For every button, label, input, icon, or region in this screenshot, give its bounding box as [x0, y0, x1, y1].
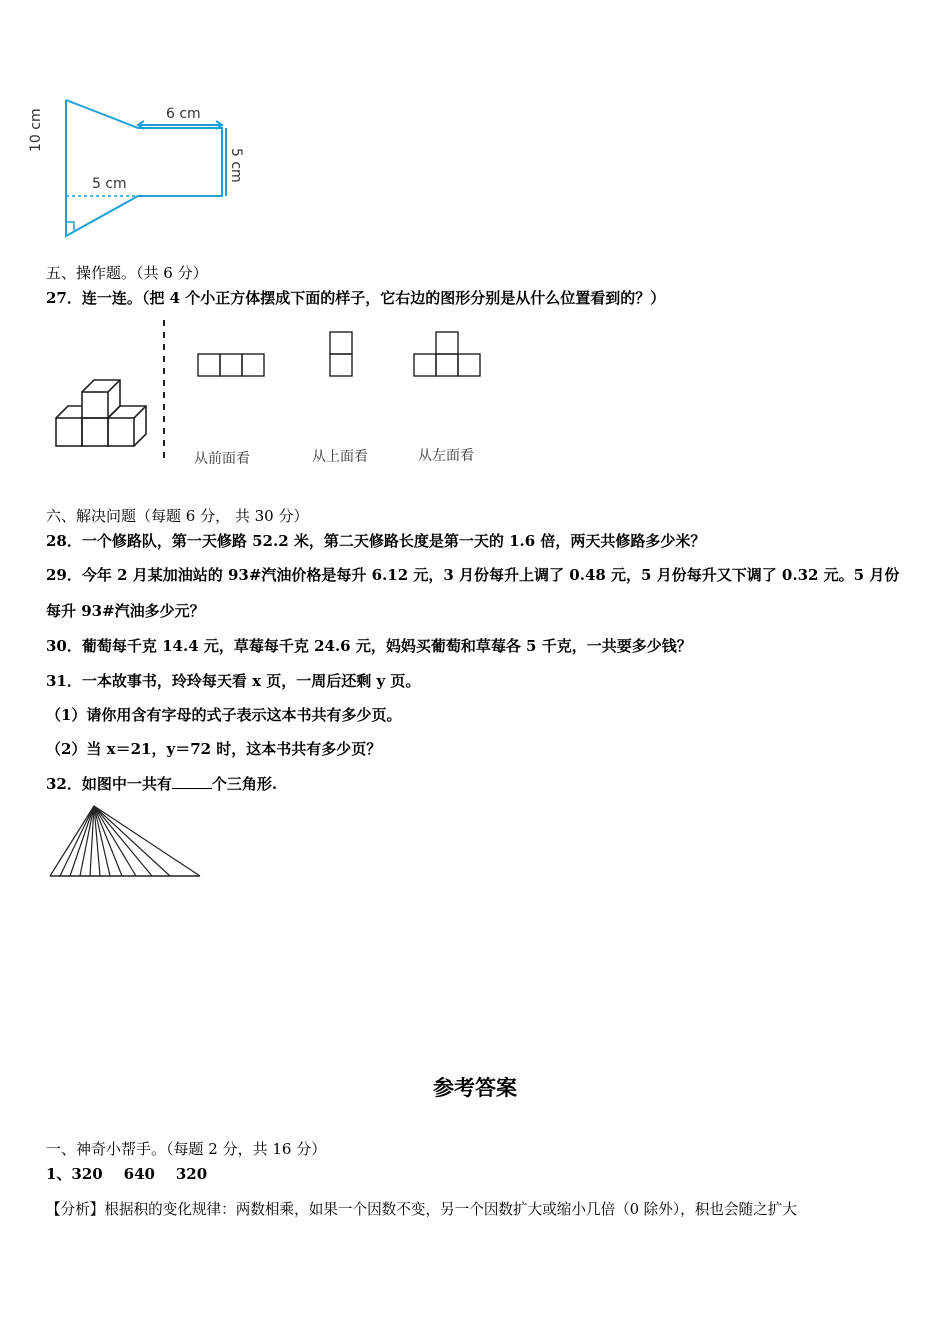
answer-blank[interactable]	[172, 774, 212, 789]
answer-analysis: 【分析】根据积的变化规律：两数相乘，如果一个因数不变，另一个因数扩大或缩小几倍（0 除外），积也会随之扩大	[46, 1201, 797, 1218]
question-31: 31．一本故事书，玲玲每天看 x 页，一周后还剩 y 页。	[46, 672, 421, 690]
question-32-prefix: 32．如图中一共有	[46, 775, 172, 793]
question-27: 27．连一连。（把 4 个小正方体摆成下面的样子，它右边的图形分别是从什么位置看到的？）	[46, 289, 666, 307]
section5-heading: 五、操作题。（共 6 分）	[46, 264, 208, 282]
question-30: 30．葡萄每千克 14.4 元，草莓每千克 24.6 元，妈妈买葡萄和草莓各 5 千克，一共要多少钱？	[46, 637, 692, 655]
right-angle-mark	[66, 222, 74, 230]
section6-heading: 六、解决问题（每题 6 分， 共 30 分）	[46, 507, 309, 525]
question-29-line1: 29．今年 2 月某加油站的 93#汽油价格是每升 6.12 元，3 月份每升上调了 0.48 元，5 月份每升又下调了 0.32 元。5 月份	[46, 566, 900, 584]
answer-1: 1、320 640 320	[46, 1165, 208, 1183]
label-10cm: 10 cm	[28, 108, 44, 152]
question-31-part1: （1）请你用含有字母的式子表示这本书共有多少页。	[46, 706, 402, 724]
label-5cm-right: 5 cm	[228, 148, 244, 183]
view-label-top: 从上面看	[312, 449, 368, 465]
label-5cm-mid: 5 cm	[92, 176, 127, 192]
fan-triangles-figure	[46, 800, 206, 880]
answers-title: 参考答案	[433, 1076, 517, 1100]
question-29-line2: 每升 93#汽油多少元？	[46, 602, 205, 620]
label-6cm: 6 cm	[166, 106, 201, 122]
question-28: 28．一个修路队，第一天修路 52.2 米，第二天修路长度是第一天的 1.6 倍，两天共修路多少米？	[46, 532, 706, 550]
question-32-suffix: 个三角形.	[211, 775, 278, 793]
view-label-left: 从左面看	[418, 448, 474, 464]
question-31-part2: （2）当 x＝21，y＝72 时，这本书共有多少页？	[46, 740, 382, 758]
view-label-front: 从前面看	[194, 451, 250, 467]
answers-section1-heading: 一、神奇小帮手。（每题 2 分，共 16 分）	[46, 1140, 327, 1158]
composite-shape-figure	[40, 92, 260, 244]
question-32	[46, 773, 277, 794]
